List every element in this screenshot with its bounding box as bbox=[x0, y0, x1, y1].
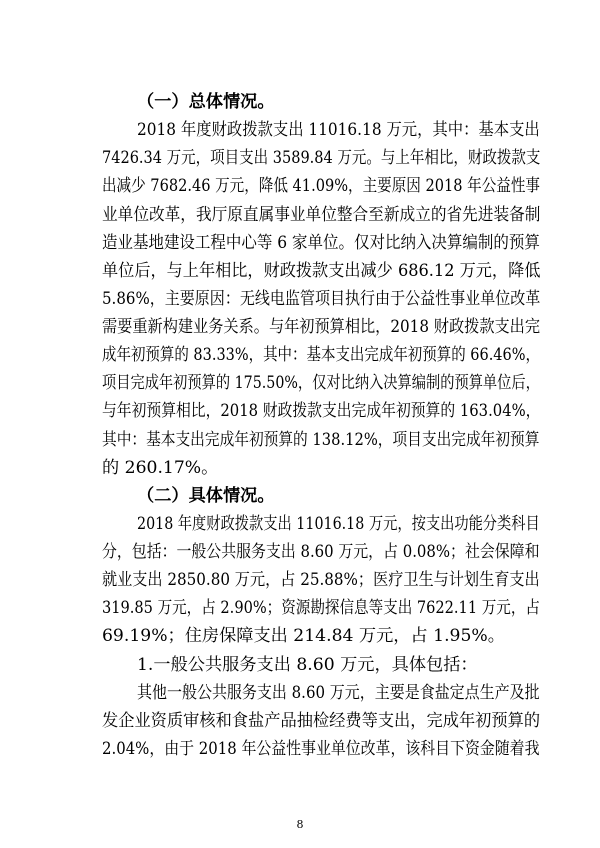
section-heading-details: （二）具体情况。 bbox=[137, 486, 275, 506]
paragraph-line: 分，包括：一般公共服务支出 8.60 万元，占 0.08%；社会保障和 bbox=[102, 542, 540, 562]
paragraph-line: 需要重新构建业务关系。与年初预算相比，2018 财政拨款支出完 bbox=[102, 317, 541, 337]
paragraph-line: 业单位改革，我厅原直属事业单位整合至新成立的省先进装备制 bbox=[102, 205, 541, 225]
paragraph-line: 69.19%；住房保障支出 214.84 万元，占 1.95%。 bbox=[102, 626, 505, 646]
paragraph-line: 2018 年度财政拨款支出 11016.18 万元，按支出功能分类科目 bbox=[137, 514, 540, 534]
paragraph-line: 出减少 7682.46 万元，降低 41.09%，主要原因 2018 年公益性事 bbox=[102, 176, 540, 196]
page-number: 8 bbox=[296, 818, 304, 831]
paragraph-line: 造业基地建设工程中心等 6 家单位。仅对比纳入决算编制的预算 bbox=[102, 233, 540, 253]
paragraph-line: 就业支出 2850.80 万元，占 25.88%；医疗卫生与计划生育支出 bbox=[102, 570, 540, 590]
paragraph-line: 发企业资质审核和食盐产品抽检经费等支出，完成年初预算的 bbox=[102, 711, 541, 731]
list-item-heading: 1.一般公共服务支出 8.60 万元，具体包括： bbox=[137, 655, 478, 675]
paragraph-line: 其他一般公共服务支出 8.60 万元，主要是食盐定点生产及批 bbox=[137, 683, 540, 703]
paragraph-line: 5.86%，主要原因：无线电监管项目执行由于公益性事业单位改革 bbox=[102, 289, 541, 309]
paragraph-line: 其中：基本支出完成年初预算的 138.12%，项目支出完成年初预算 bbox=[102, 430, 540, 450]
paragraph-line: 7426.34 万元，项目支出 3589.84 万元。与上年相比，财政拨款支 bbox=[102, 148, 541, 168]
paragraph-line: 成年初预算的 83.33%，其中：基本支出完成年初预算的 66.46%， bbox=[102, 345, 540, 365]
paragraph-line: 项目完成年初预算的 175.50%，仅对比纳入决算编制的预算单位后， bbox=[102, 373, 540, 393]
paragraph-line: 与年初预算相比，2018 财政拨款支出完成年初预算的 163.04%， bbox=[102, 401, 541, 421]
paragraph-line: 的 260.17%。 bbox=[102, 458, 219, 478]
paragraph-line: 319.85 万元，占 2.90%；资源勘探信息等支出 7622.11 万元，占 bbox=[102, 598, 540, 618]
paragraph-line: 2018 年度财政拨款支出 11016.18 万元，其中：基本支出 bbox=[137, 120, 540, 140]
paragraph-line: 单位后，与上年相比，财政拨款支出减少 686.12 万元，降低 bbox=[102, 261, 541, 281]
section-heading-overall: （一）总体情况。 bbox=[137, 92, 275, 112]
paragraph-line: 2.04%，由于 2018 年公益性事业单位改革，该科目下资金随着我 bbox=[102, 739, 540, 759]
